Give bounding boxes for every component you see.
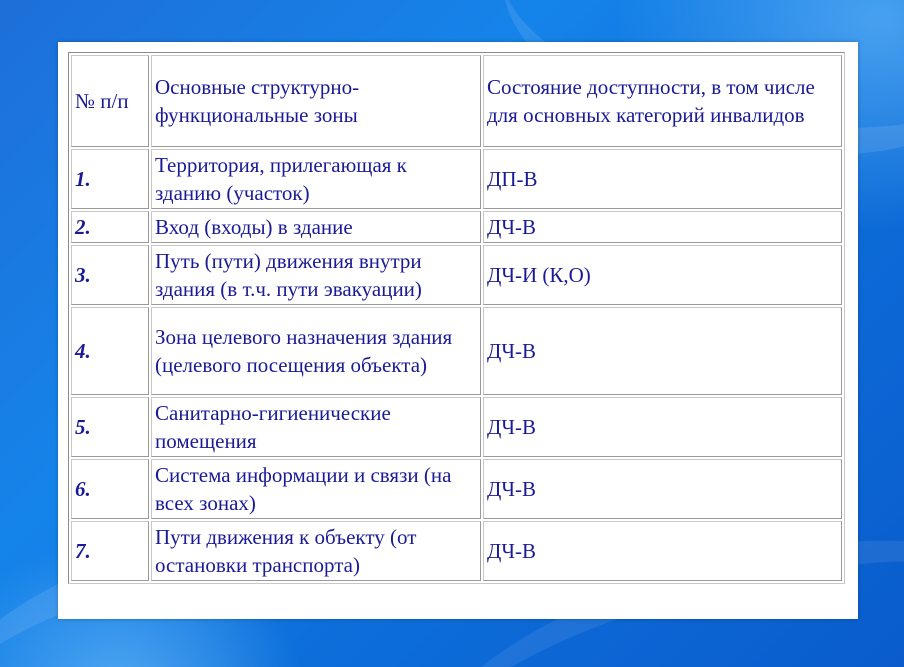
row-status: ДЧ-В [483,211,842,243]
header-status: Состояние доступности, в том числе для основных категорий инвалидов [483,55,842,147]
row-status: ДЧ-В [483,459,842,519]
header-num: № п/п [71,55,149,147]
row-number: 3. [71,245,149,305]
row-zone: Территория, прилегающая к зданию (участок) [151,149,481,209]
row-zone: Зона целевого назначения здания (целевого посещения объекта) [151,307,481,395]
accessibility-table [68,52,845,584]
row-zone: Вход (входы) в здание [151,211,481,243]
table-row [71,397,842,457]
row-status: ДЧ-В [483,397,842,457]
row-number: 6. [71,459,149,519]
slide-panel [58,42,858,619]
row-zone: Пути движения к объекту (от остановки транспорта) [151,521,481,581]
row-number: 4. [71,307,149,395]
table-row [71,211,842,243]
table-row [71,149,842,209]
table-row [71,459,842,519]
table-row [71,307,842,395]
table-row [71,521,842,581]
table-row [71,245,842,305]
row-number: 1. [71,149,149,209]
row-number: 7. [71,521,149,581]
row-number: 5. [71,397,149,457]
row-zone: Путь (пути) движения внутри здания (в т.ч. пути эвакуации) [151,245,481,305]
row-zone: Система информации и связи (на всех зонах) [151,459,481,519]
row-zone: Санитарно-гигиенические помещения [151,397,481,457]
table-header-row [71,55,842,147]
row-status: ДЧ-И (К,О) [483,245,842,305]
row-status: ДЧ-В [483,307,842,395]
row-number: 2. [71,211,149,243]
row-status: ДЧ-В [483,521,842,581]
header-zone: Основные структурно-функциональные зоны [151,55,481,147]
row-status: ДП-В [483,149,842,209]
